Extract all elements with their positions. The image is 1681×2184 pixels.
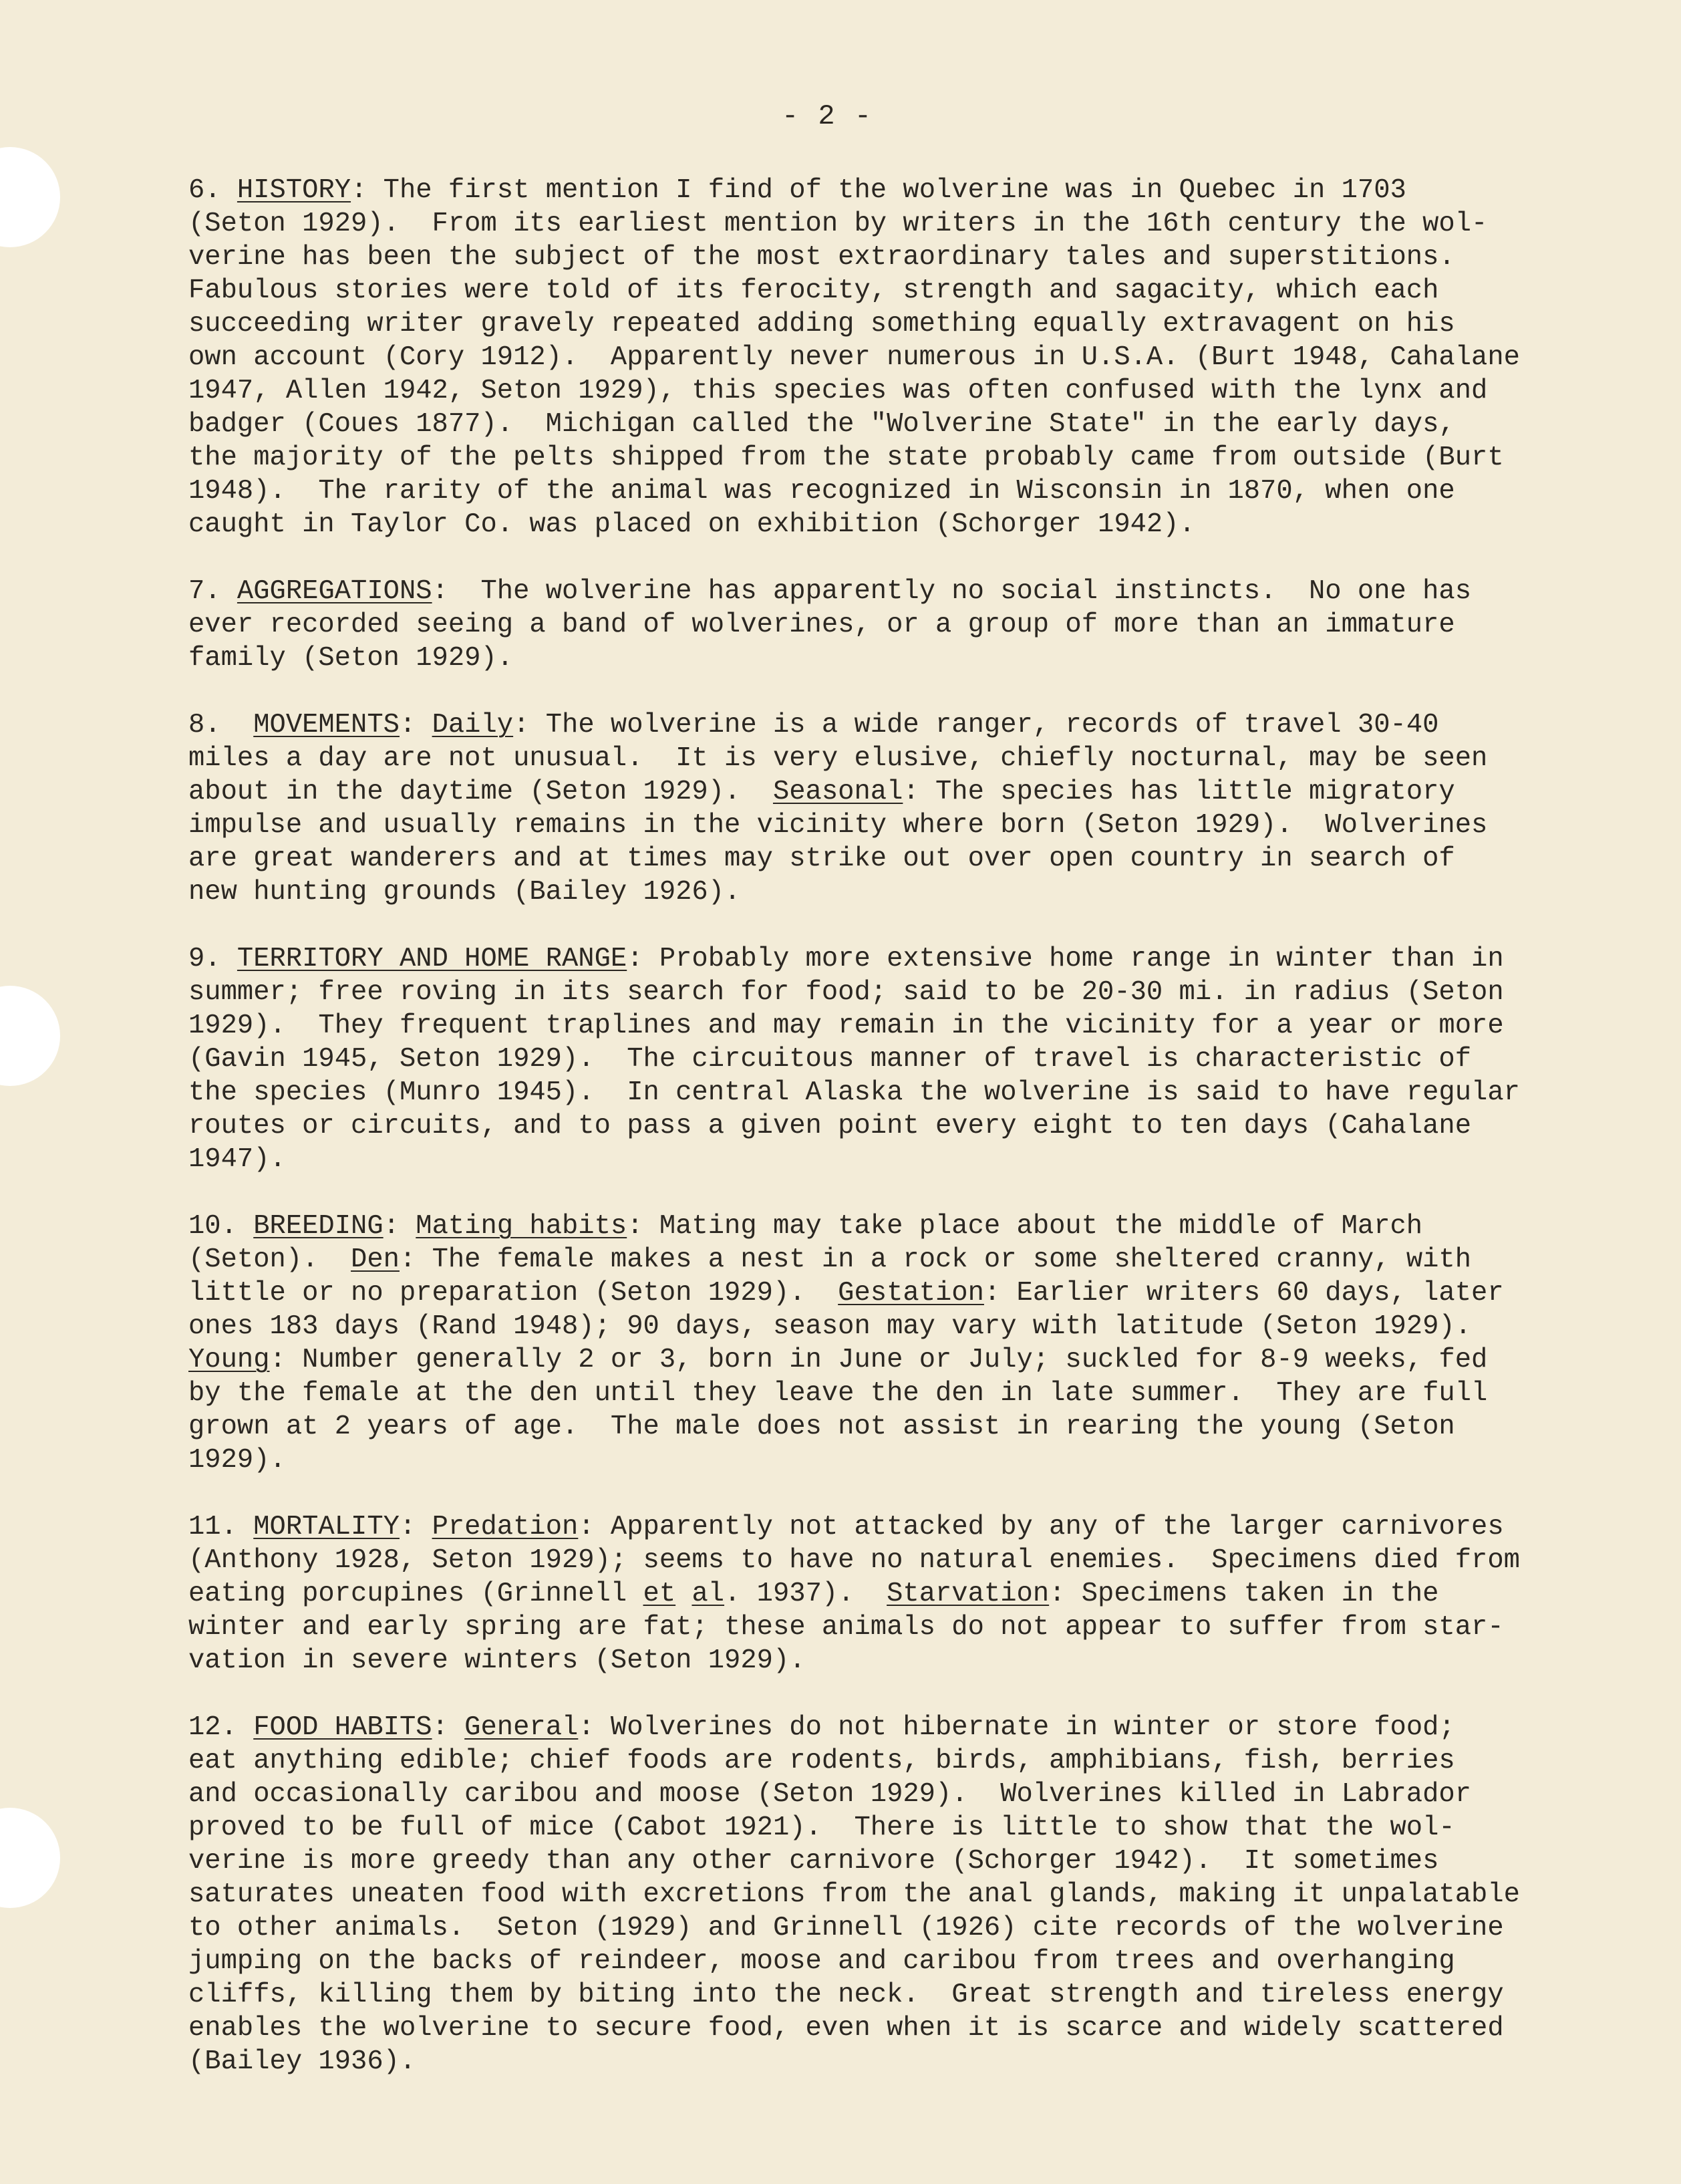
text-run: by the female at the den until they leave the den in late summer. They are full — [188, 1378, 1488, 1409]
text-line — [188, 441, 1545, 474]
text-line — [188, 1911, 1545, 1945]
text-run: impulse and usually remains in the vicinity where born (Seton 1929). Wolverines — [188, 810, 1488, 841]
text-run: : The wolverine is a wide ranger, records of travel 30-40 — [513, 710, 1439, 740]
underlined-term: Predation — [432, 1512, 579, 1542]
text-line — [188, 1978, 1545, 2012]
text-line — [188, 775, 1545, 809]
text-run: 10. — [188, 1211, 254, 1242]
text-run: eating porcupines (Grinnell — [188, 1579, 643, 1609]
text-run: : — [399, 1512, 432, 1542]
text-line — [188, 1644, 1545, 1677]
text-line — [188, 1310, 1545, 1343]
text-line — [188, 575, 1545, 608]
underlined-term: Young — [188, 1345, 270, 1375]
text-run: eat anything edible; chief foods are rodents, birds, amphibians, fish, berries — [188, 1746, 1455, 1776]
text-run: jumping on the backs of reindeer, moose and caribou from trees and overhanging — [188, 1946, 1455, 1977]
text-line — [188, 1744, 1545, 1778]
text-line — [188, 1811, 1545, 1845]
text-run: miles a day are not unusual. It is very elusive, chiefly nocturnal, may be seen — [188, 743, 1488, 774]
underlined-term: AGGREGATIONS — [237, 576, 432, 607]
text-line — [188, 241, 1545, 274]
text-line — [188, 307, 1545, 341]
text-run: enables the wolverine to secure food, even when it is scarce and widely scattered — [188, 2013, 1504, 2044]
underlined-term: BREEDING — [253, 1211, 384, 1242]
text-run: : Specimens taken in the — [1049, 1579, 1439, 1609]
text-line — [188, 642, 1545, 675]
text-run: 11. — [188, 1512, 254, 1542]
text-line — [188, 1009, 1545, 1043]
text-line — [188, 608, 1545, 642]
underlined-term: Den — [351, 1244, 400, 1275]
text-run: : — [432, 1712, 465, 1743]
text-line — [188, 1043, 1545, 1076]
text-run: saturates uneaten food with excretions from the anal glands, making it unpalatable — [188, 1879, 1520, 1910]
text-line — [188, 842, 1545, 875]
text-run: cliffs, killing them by biting into the neck. Great strength and tireless energy — [188, 1980, 1504, 2010]
text-run: : The wolverine has apparently no social instincts. No one has — [432, 576, 1472, 607]
text-line — [188, 1544, 1545, 1577]
section-aggregations — [188, 575, 1545, 675]
text-run: 1947, Allen 1942, Seton 1929), this species was often confused with the lynx and — [188, 376, 1488, 406]
section-territory — [188, 942, 1545, 1176]
text-run: . 1937). — [724, 1579, 887, 1609]
text-run: : Apparently not attacked by any of the larger carnivores — [578, 1512, 1504, 1542]
text-line — [188, 1778, 1545, 1811]
section-mortality — [188, 1510, 1545, 1677]
text-line — [188, 1945, 1545, 1978]
underlined-term: Daily — [432, 710, 514, 740]
text-line — [188, 508, 1545, 541]
text-run: : — [399, 710, 432, 740]
text-run: : Earlier writers 60 days, later — [983, 1278, 1504, 1309]
text-run: 8. — [188, 710, 254, 740]
document-body — [188, 174, 1545, 2112]
section-history — [188, 174, 1545, 541]
text-line — [188, 1611, 1545, 1644]
text-run: 9. — [188, 944, 237, 974]
text-run: new hunting grounds (Bailey 1926). — [188, 877, 741, 908]
text-run: (Anthony 1928, Seton 1929); seems to have no natural enemies. Specimens died from — [188, 1545, 1520, 1576]
text-line — [188, 174, 1545, 207]
text-run: and occasionally caribou and moose (Seton 1929). Wolverines killed in Labrador — [188, 1779, 1472, 1810]
underlined-term: Seasonal — [772, 777, 903, 807]
text-line — [188, 1444, 1545, 1477]
text-line — [188, 341, 1545, 374]
text-run: summer; free roving in its search for food; said to be 20-30 mi. in radius (Seton — [188, 977, 1504, 1008]
text-run: (Bailey 1936). — [188, 2046, 416, 2077]
text-run: : The first mention I find of the wolverine was in Quebec in 1703 — [351, 175, 1406, 206]
text-run: are great wanderers and at times may strike out over open country in search of — [188, 843, 1455, 874]
text-run: : Number generally 2 or 3, born in June or July; suckled for 8-9 weeks, fed — [269, 1345, 1488, 1375]
text-run: 1929). They frequent traplines and may remain in the vicinity for a year or more — [188, 1010, 1504, 1041]
text-run: : The female makes a nest in a rock or some sheltered cranny, with — [399, 1244, 1472, 1275]
text-run: 12. — [188, 1712, 254, 1743]
text-run: 6. — [188, 175, 237, 206]
text-run — [675, 1579, 692, 1609]
text-run: winter and early spring are fat; these animals do not appear to suffer from star- — [188, 1612, 1504, 1643]
text-line — [188, 374, 1545, 408]
text-line — [188, 1143, 1545, 1176]
text-line — [188, 2045, 1545, 2078]
section-breeding — [188, 1210, 1545, 1477]
text-run: : Wolverines do not hibernate in winter or store food; — [578, 1712, 1455, 1743]
text-run: Fabulous stories were told of its ferocity, strength and sagacity, which each — [188, 275, 1439, 306]
text-run: verine is more greedy than any other carnivore (Schorger 1942). It sometimes — [188, 1846, 1439, 1877]
text-run: (Seton 1929). From its earliest mention by writers in the 16th century the wol- — [188, 209, 1488, 239]
underlined-term: Gestation — [838, 1278, 984, 1309]
text-run: : — [383, 1211, 416, 1242]
text-run: family (Seton 1929). — [188, 643, 514, 674]
text-line — [188, 474, 1545, 508]
text-run: 1929). — [188, 1445, 286, 1476]
text-run: succeeding writer gravely repeated adding something equally extravagent on his — [188, 309, 1455, 339]
page-number: - 2 - — [782, 100, 873, 132]
text-run: proved to be full of mice (Cabot 1921). There is little to show that the wol- — [188, 1812, 1455, 1843]
text-line — [188, 1577, 1545, 1611]
text-line — [188, 976, 1545, 1009]
text-line — [188, 1343, 1545, 1377]
text-run: (Gavin 1945, Seton 1929). The circuitous manner of travel is characteristic of — [188, 1044, 1472, 1075]
text-run: ones 183 days (Rand 1948); 90 days, season may vary with latitude (Seton 1929). — [188, 1311, 1472, 1342]
text-line — [188, 1410, 1545, 1444]
text-run: 1947). — [188, 1144, 286, 1175]
text-run: little or no preparation (Seton 1929). — [188, 1278, 838, 1309]
section-food-habits — [188, 1711, 1545, 2078]
text-run: (Seton). — [188, 1244, 351, 1275]
text-line — [188, 742, 1545, 775]
underlined-term: TERRITORY AND HOME RANGE — [237, 944, 627, 974]
text-run: the species (Munro 1945). In central Alaska the wolverine is said to have regular — [188, 1077, 1520, 1108]
text-line — [188, 274, 1545, 307]
text-line — [188, 1109, 1545, 1143]
text-line — [188, 1711, 1545, 1744]
text-run: to other animals. Seton (1929) and Grinnell (1926) cite records of the wolverine — [188, 1913, 1504, 1943]
text-line — [188, 708, 1545, 742]
text-run: about in the daytime (Seton 1929). — [188, 777, 773, 807]
punch-hole-middle — [0, 986, 60, 1086]
text-line — [188, 1377, 1545, 1410]
text-run: : Mating may take place about the middle of March — [627, 1211, 1423, 1242]
underlined-term: Starvation — [887, 1579, 1050, 1609]
text-run: : Probably more extensive home range in winter than in — [627, 944, 1504, 974]
text-line — [188, 942, 1545, 976]
underlined-term: General — [464, 1712, 579, 1743]
text-run: own account (Cory 1912). Apparently never numerous in U.S.A. (Burt 1948, Cahalane — [188, 342, 1520, 373]
underlined-term: et — [643, 1579, 676, 1609]
section-movements — [188, 708, 1545, 909]
underlined-term: MOVEMENTS — [253, 710, 400, 740]
punch-hole-bottom — [0, 1808, 60, 1908]
text-run: caught in Taylor Co. was placed on exhibition (Schorger 1942). — [188, 509, 1195, 540]
text-line — [188, 1510, 1545, 1544]
underlined-term: Mating habits — [416, 1211, 627, 1242]
text-line — [188, 207, 1545, 241]
text-line — [188, 875, 1545, 909]
text-run: routes or circuits, and to pass a given point every eight to ten days (Cahalane — [188, 1111, 1472, 1141]
text-run: grown at 2 years of age. The male does not assist in rearing the young (Seton — [188, 1411, 1455, 1442]
text-run: vation in severe winters (Seton 1929). — [188, 1645, 806, 1676]
text-line — [188, 408, 1545, 441]
text-line — [188, 2012, 1545, 2045]
underlined-term: MORTALITY — [253, 1512, 400, 1542]
text-run: ever recorded seeing a band of wolverines, or a group of more than an immature — [188, 609, 1455, 640]
punch-hole-top — [0, 147, 60, 247]
text-line — [188, 809, 1545, 842]
text-line — [188, 1243, 1545, 1276]
text-run: verine has been the subject of the most extraordinary tales and superstitions. — [188, 242, 1455, 273]
text-line — [188, 1076, 1545, 1109]
text-line — [188, 1845, 1545, 1878]
text-run: : The species has little migratory — [903, 777, 1455, 807]
underlined-term: HISTORY — [237, 175, 351, 206]
underlined-term: FOOD HABITS — [253, 1712, 432, 1743]
text-run: the majority of the pelts shipped from the state probably came from outside (Burt — [188, 442, 1504, 473]
underlined-term: al — [692, 1579, 725, 1609]
text-line — [188, 1276, 1545, 1310]
text-run: 7. — [188, 576, 237, 607]
text-line — [188, 1210, 1545, 1243]
text-line — [188, 1878, 1545, 1911]
text-run: badger (Coues 1877). Michigan called the "Wolverine State" in the early days, — [188, 409, 1455, 440]
text-run: 1948). The rarity of the animal was recognized in Wisconsin in 1870, when one — [188, 476, 1455, 507]
